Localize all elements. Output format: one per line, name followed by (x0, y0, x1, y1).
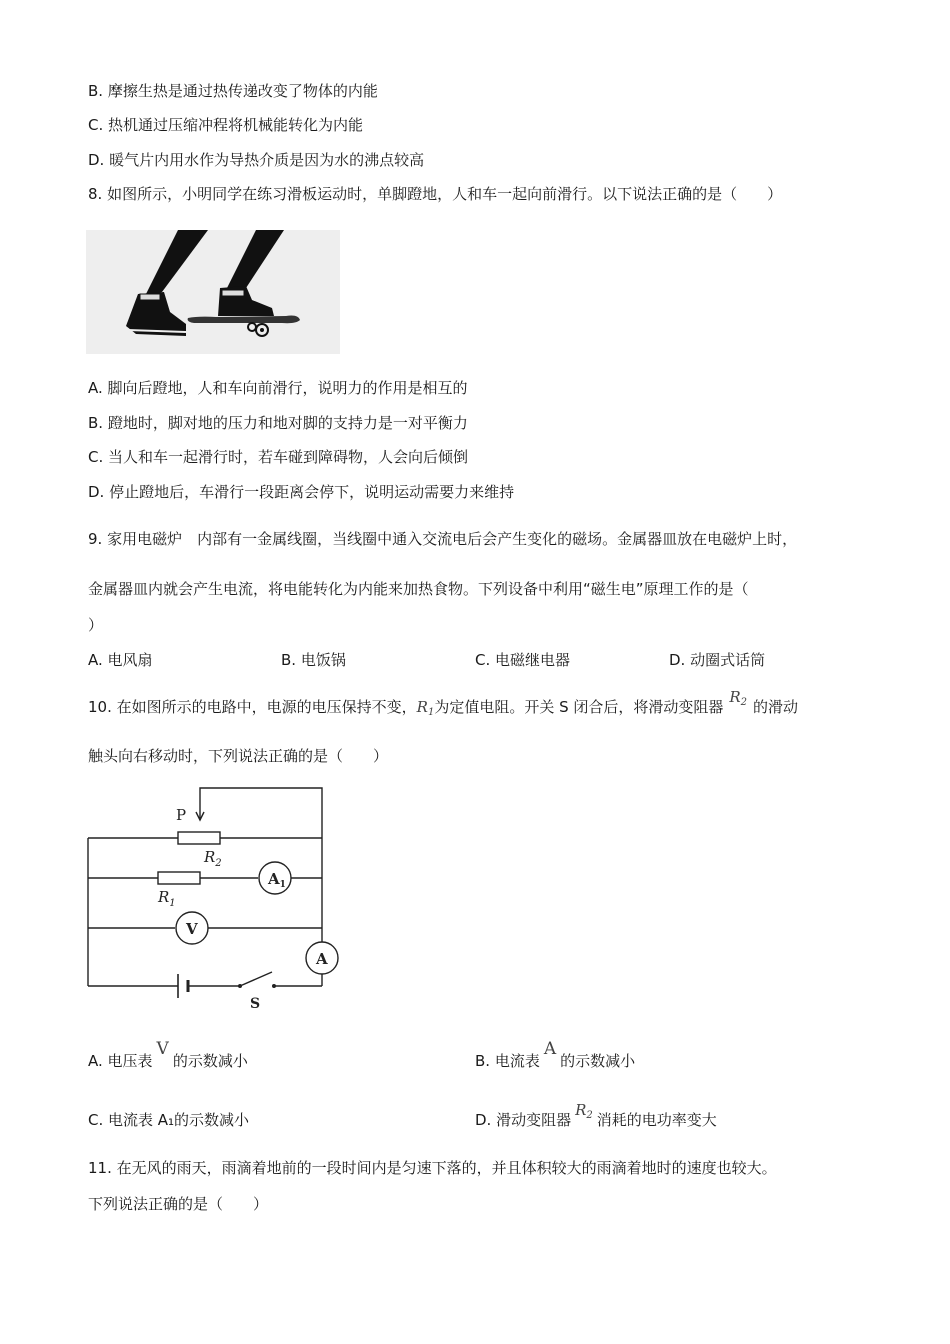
q9-stem-line3: ） (88, 616, 104, 634)
ammeter-symbol: A (543, 1039, 557, 1059)
voltmeter-label: V (186, 920, 198, 938)
q9-option-b: B. 电饭锅 (281, 651, 346, 669)
q10-option-b: B. 电流表A的示数减小 (475, 1039, 636, 1070)
r2-symbol-option: $R_2$ (575, 1101, 593, 1121)
q10-option-d: D. 滑动变阻器$R_2$ 消耗的电功率变大 (475, 1101, 717, 1129)
q7-option-b: B. 摩擦生热是通过热传递改变了物体的内能 (88, 82, 378, 100)
ammeter-a-label: A (316, 950, 328, 968)
q9-option-a: A. 电风扇 (88, 651, 153, 669)
voltmeter-symbol: V (156, 1039, 169, 1059)
q11-stem-line2: 下列说法正确的是（ ） (88, 1195, 269, 1213)
q10-option-c: C. 电流表 A₁的示数减小 (88, 1111, 250, 1129)
q7-option-d: D. 暖气片内用水作为导热介质是因为水的沸点较高 (88, 151, 425, 169)
circuit-diagram (80, 782, 340, 1014)
q10-option-a: A. 电压表V的示数减小 (88, 1039, 248, 1070)
q10-stem-line2: 触头向右移动时，下列说法正确的是（ ） (88, 747, 389, 765)
q8-stem: 8. 如图所示，小明同学在练习滑板运动时，单脚蹬地，人和车一起向前滑行。以下说法正确的是（ ） (88, 185, 783, 203)
r1-symbol: $R_1$ (416, 698, 435, 718)
q9-option-c: C. 电磁继电器 (475, 651, 571, 669)
q8-option-c: C. 当人和车一起滑行时，若车碰到障碍物，人会向后倾倒 (88, 448, 469, 466)
q9-stem-line2: 金属器皿内就会产生电流，将电能转化为内能来加热食物。下列设备中利用“磁生电”原理工作的是（ (88, 580, 749, 598)
circuit-svg (80, 782, 340, 1014)
q8-option-a: A. 脚向后蹬地，人和车向前滑行，说明力的作用是相互的 (88, 379, 468, 397)
skateboard-figure (86, 230, 340, 354)
r2-symbol: $R_2$ (729, 688, 748, 708)
ammeter-a1-label: $A_1$ (268, 870, 286, 890)
q10-stem-line1 (88, 688, 799, 723)
r1-label: $R_1$ (158, 888, 176, 909)
q8-option-d: D. 停止蹬地后，车滑行一段距离会停下，说明运动需要力来维持 (88, 483, 515, 501)
q11-stem-line1: 11. 在无风的雨天，雨滴着地前的一段时间内是匀速下落的，并且体积较大的雨滴着地时的速度也较大。 (88, 1159, 777, 1177)
q7-option-c: C. 热机通过压缩冲程将机械能转化为内能 (88, 116, 364, 134)
q8-option-b: B. 蹬地时，脚对地的压力和地对脚的支持力是一对平衡力 (88, 414, 468, 432)
slider-label-p: P (176, 806, 187, 824)
switch-label: S (250, 996, 261, 1012)
r2-label: $R_2$ (204, 848, 222, 869)
q10-stem-part-b: 为定值电阻。开关 S 闭合后，将滑动变阻器 (434, 698, 724, 716)
skateboard-illustration (86, 230, 340, 354)
q9-option-d: D. 动圈式话筒 (669, 651, 766, 669)
q9-stem-line1: 9. 家用电磁炉 内部有一金属线圈，当线圈中通入交流电后会产生变化的磁场。金属器皿放在电磁炉上时， (88, 530, 798, 548)
q10-stem-part-c: 的滑动 (753, 698, 799, 716)
q10-stem-part-a: 10. 在如图所示的电路中，电源的电压保持不变， (88, 698, 417, 716)
